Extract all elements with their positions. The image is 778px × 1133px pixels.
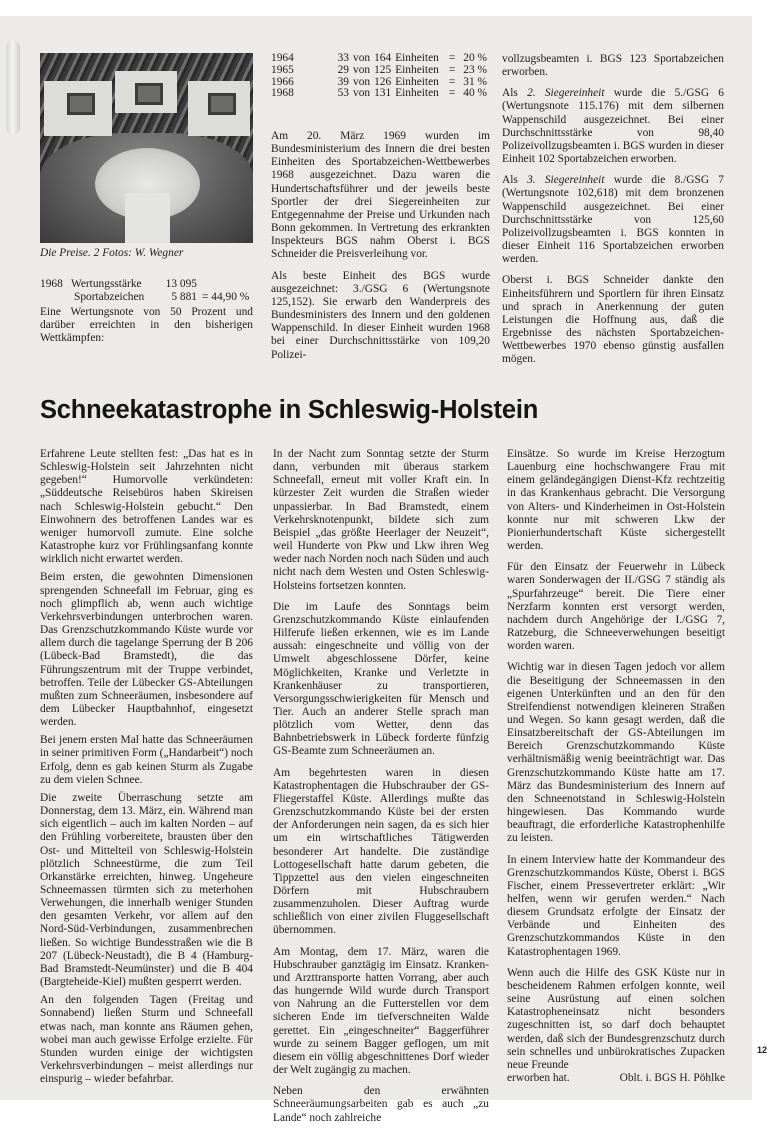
article-column-3 [507,448,725,1085]
shield-icon [135,83,163,105]
stats-paragraph [40,306,253,353]
competition-years-table [271,53,487,100]
page-number: 12 [757,1045,768,1055]
cell-total: 126 [374,75,392,88]
cell-total: 125 [374,63,392,76]
author-byline: Oblt. i. BGS H. Pöhlke [619,1072,725,1085]
cell-year: 1964 [271,52,294,64]
top-column-2 [271,130,490,370]
cell-pct: 23 % [463,63,488,76]
paragraph: Neben den erwähnten Schneeräumungsarbeiten gab es auch „zu Lande“ noch zahlreiche [273,1085,489,1124]
cell-von: von [353,87,371,100]
cell-pct: 40 % [463,87,488,100]
cell-unit: Einheiten [395,75,439,88]
paragraph: Als beste Einheit des BGS wurde ausgezeichnet: 3./GSG 6 (Wertungsnote 125,152). Sie erwarb den Wanderpreis des Bundesministers des Innern und den goldenen Wappenschild. In dieser Einheit wurden 1968 bei einer Durchschnittsstärke von 109,20 Polizei- [271,269,490,361]
article-column-2 [273,448,489,1133]
paragraph: Erfahrene Leute stellten fest: „Das hat es in Schleswig-Holstein seit Jahrzehnten nicht gegeben!“ Humorvolle verkündeten: „Süddeutsche Reisebüros haben Skireisen nach Schleswig-Holstein gebucht.“ Den Einwohnern des betroffenen Landes war es weniger humorvoll zumute. Eine solche Katastrophe kurz vor Frühlingsanfang konnte wirklich nicht erwartet werden. [40,448,253,566]
text: Als [502,87,528,100]
cell-von: von [353,52,371,64]
text: Als [502,174,528,187]
closing-text: erworben hat. [507,1072,570,1085]
paragraph [502,87,724,166]
article-signature [507,1072,725,1085]
table-row [271,88,487,100]
paragraph: Am 20. März 1969 wurden im Bundesministerium des Innern die drei besten Einheiten des Sportabzeichen-Wettbewerbes 1968 ausgezeichnet. Dazu waren die Hundertschaftsführer und der jeweils beste Sportler der drei Siegereinheiten zur Entgegennahme der Preise und Urkunden nach Bonn gekommen. In Vertretung des erkrankten Inspekteurs BGS nahm Oberst i. BGS Schneider die Preisverleihung vor. [271,130,490,261]
shield-plaque-left [44,81,112,136]
paragraph: An den folgenden Tagen (Freitag und Sonnabend) ließen Sturm und Schneefall etwas nach, man konnte ans Räumen gehen, wobei man auch gewisse Erfolge erzielte. Für Stunden wurden einige der wichtigsten Verkehrsverbindungen – meist allerdings nur einspurig – wieder befahrbar. [40,994,253,1086]
stats-label: Sportabzeichen [74,290,145,303]
stats-result [197,278,249,291]
paragraph: Am begehrtesten waren in diesen Katastrophentagen die Hubschrauber der GS-Fliegerstaffel Küste. Allerdings mußte das Grenzschutzkommando Küste bei der ersten der Anforderungen nein sagen, da es sich hier um ein wirtschaftliches Tätigwerden besonderer Art handelte. Die zuständige Lottogesellschaft hatte darum gebeten, die Tippzettel aus den vielen eingeschneiten Dörfern mit Hubschraubern zusammenzuholen. Dieser Auftrag wurde schließlich von einer zivilen Fluggesellschaft übernommen. [273,766,489,937]
paragraph: Am Montag, dem 17. März, waren die Hubschrauber ganztägig im Einsatz. Kranken- und Arzttransporte hatten Vorrang, aber auch das hungernde Wild wurde durch Transport von Nahrung an die Futterstellen vor dem sicheren Ende im tiefverschneiten Walde gerettet. Ein „eingeschneiter“ Baggerführer wurde zu seinem Bagger geflogen, um mit diesem ein völlig abgeschnittenes Dorf wieder der Welt zugängig zu machen. [273,945,489,1077]
stats-label: Wertungsstärke [71,278,142,290]
cell-total: 164 [374,52,392,64]
stats-result: = 44,90 % [202,290,250,303]
cell-year: 1965 [271,63,294,76]
cell-year: 1966 [271,75,294,88]
certificate [125,193,170,243]
cell-eq: = [448,75,456,88]
cell-von: von [353,63,371,76]
shield-plaque-right [188,81,250,136]
cell-count: 39 [337,75,349,88]
table-row [40,278,249,291]
stats-1968-table [40,278,249,303]
shield-icon [67,93,95,115]
paragraph: Für den Einsatz der Feuerwehr in Lübeck waren Sonderwagen der II./GSG 7 ständig als „Spurfahrzeuge“ bereit. Die Tiere einer Nerzfarm konnten erst versorgt werden, nachdem durch Angehörige der I./GSG 7, Ratzeburg, die Schneeverwehungen beseitigt worden waren. [507,561,725,653]
table-row [40,291,249,304]
stats-value: 13 095 [165,278,197,290]
cell-eq: = [448,52,456,64]
emphasis: 2. Siegereinheit [527,87,605,100]
paragraph: Bei jenem ersten Mal hatte das Schneeräumen in seiner primitiven Form („Handarbeit“) noch Erfolg, denn es gab keinen Sturm als Zugabe zu dem vielen Schnee. [40,734,253,786]
paragraph: Wichtig war in diesen Tagen jedoch vor allem die Beseitigung der Schneemassen in den eigenen Unterkünften und an den für den Streifendienst notwendigen kleineren Straßen und Wegen. So kann gesagt werden, daß die Einsatzbereitschaft der GS-Abteilungen im Bereich Grenzschutzkommando Küste verhältnismäßig wenig beeinträchtigt war. Das Grenzschutzkommando Küste hatte am 17. März das Bundesministerium des Innern auf den Schneenotstand in Schleswig-Holstein hingewiesen. Das Kommando wurde beauftragt, die erforderliche Katastrophenhilfe zu leisten. [507,661,725,845]
cell-von: von [353,75,371,88]
paragraph: In der Nacht zum Sonntag setzte der Sturm dann, verbunden mit überaus starkem Schneefall, erneut mit voller Kraft ein. In kürzester Zeit wurden die Straßen wieder unpassierbar. In Bad Bramstedt, einem Verkehrsknotenpunkt, bildete sich zum Beispiel „das größte Heerlager der Neuzeit“, weil Hunderte von Pkw und Lkw ihren Weg weder nach Norden noch nach Süden und auch nicht nach dem Westen und Osten Schleswig-Holsteins fortsetzen konnten. [273,448,489,592]
paragraph: vollzugsbeamten i. BGS 123 Sportabzeichen erworben. [502,53,724,79]
paragraph [502,174,724,266]
table-row [271,65,487,77]
paragraph: Die zweite Überraschung setzte am Donnerstag, dem 13. März, ein. Während man sich eigentlich – auch im kalten Norden – auf den Frühling vorbereitete, brausten über den Ost- und Mittelteil von Schleswig-Holstein plötzlich Schneestürme, die zum Teil Orkanstärke erreichten, hinweg. Ungeheure Schneemassen türmten sich zu meterhohen Verwehungen, die innerhalb weniger Stunden den gesamten Verkehr, vor allem auf den Nord-Süd-Verbindungen, zusammenbrechen ließen. So wichtige Bundesstraßen wie die B 207 (Lübeck-Neustadt), die B 4 (Hamburg-Bad Bramstedt-Neumünster) und die B 404 (Bargteheide-Kiel) mußten gesperrt werden. [40,791,253,989]
cell-unit: Einheiten [395,87,439,100]
trophy-photo [40,53,253,243]
shield-plaque-center [115,71,177,113]
cell-pct: 31 % [463,75,488,88]
paragraph: Wenn auch die Hilfe des GSK Küste nur in bescheidenem Rahmen erfolgen konnte, weil seine Ausrüstung auf einen solchen Katastropheneinsatz nicht besonders zugeschnitten ist, so darf doch behauptet werden, daß sich der Bundesgrenzschutz durch sein schnelles und unbürokratisches Zupacken neue Freunde [507,966,725,1071]
paragraph: Eine Wertungsnote von 50 Prozent und darüber erreichten in den bisherigen Wettkämpfen: [40,306,253,345]
cell-unit: Einheiten [395,52,439,64]
paragraph: Beim ersten, die gewohnten Dimensionen sprengenden Schneefall im Februar, ging es noch glimpflich ab, wenn auch wichtige Verkehrsverbindungen unterbrochen waren. Das Grenzschutzkommando Küste wurde vor allem durch die tagelange Sperrung der B 206 (Lübeck-Bad Bramstedt), die das Führungszentrum mit der Truppe verbindet, betroffen. Teile der Lübecker GS-Abteilungen mußten zum Schneeräumen, insbesondere auf dem Lübecker Hauptbahnhof, eingesetzt werden. [40,571,253,729]
stats-value: 5 881 [171,290,197,303]
paragraph: Oberst i. BGS Schneider dankte den Einheitsführern und Sportlern für ihren Einsatz und sprach in Anerkennung der guten Leistungen die Hoffnung aus, daß die Ergebnisse des nächsten Sportabzeichen-Wettbewerbes 1970 ebenso günstig ausfallen mögen. [502,274,724,366]
paragraph: Die im Laufe des Sonntags beim Grenzschutzkommando Küste einlaufenden Hilferufe ließen erkennen, wie es im Lande aussah: eingeschneite und völlig von der Umwelt abgeschlossene Dörfer, keine Möglichkeiten, Kranke und Verletzte in Krankenhäuser zu transportieren, Versorgungsschwierigkeiten für Mensch und Tier. Auch an anderer Stelle sprach man plötzlich vom Wetter, denn das Bahnbetriebswerk in Lübeck forderte fünfzig GS-Beamte zum Schneeräumen an. [273,600,489,758]
emphasis: 3. Siegereinheit [527,174,605,187]
cell-count: 29 [337,63,349,76]
cell-eq: = [448,87,456,100]
paragraph: In einem Interview hatte der Kommandeur des Grenzschutzkommandos Küste, Oberst i. BGS Fischer, einem Pressevertreter erklärt: „Wir helfen, wenn wir gerufen werden.“ Nach diesem Grundsatz erfolgte der Einsatz der Verbände und Einheiten des Grenzschutzkommandos Küste in den Katastrophentagen 1969. [507,853,725,958]
cell-total: 131 [374,87,392,100]
cell-count: 33 [337,52,349,64]
article-column-1 [40,448,253,1091]
shield-icon [208,93,236,115]
cell-unit: Einheiten [395,63,439,76]
stats-year: 1968 [40,278,63,290]
paragraph: Einsätze. So wurde im Kreise Herzogtum Lauenburg eine hochschwangere Frau mit einem geländegängigen Dienst-Kfz rechtzeitig in das Krankenhaus gebracht. Die Versorgung von Alters- und Kinderheimen in Ost-Holstein konnte nur mit schweren Lkw der Pionierhundertschaft Küste sichergestellt werden. [507,448,725,553]
cell-count: 53 [337,87,349,100]
text: wurde die 5./GSG 6 (Wertungsnote 115.176) mit dem silbernen Wappenschild ausgezeichnet. Bei einer Durchschnittsstärke von 98,40 Polizeivollzugsbeamten i. BGS wurden in dieser Einheit 102 Sportabzeichen erworben. [502,87,724,166]
top-column-3 [502,53,724,374]
photo-caption: Die Preise. 2 Fotos: W. Wegner [40,247,184,259]
cell-pct: 20 % [463,52,488,64]
cell-year: 1968 [271,87,294,100]
article-headline: Schneekatastrophe in Schleswig-Holstein [40,396,539,424]
cell-eq: = [448,63,456,76]
text: wurde die 8./GSG 7 (Wertungsnote 102,618) mit dem bronzenen Wappenschild ausgezeichnet. Bei einer Durchschnittsstärke von 125,60 Polizeivollzugsbeamten i. BGS konnten in dieser Einheit 116 Sportabzeichen erworben werden. [502,174,724,266]
binding-edge [6,40,20,135]
